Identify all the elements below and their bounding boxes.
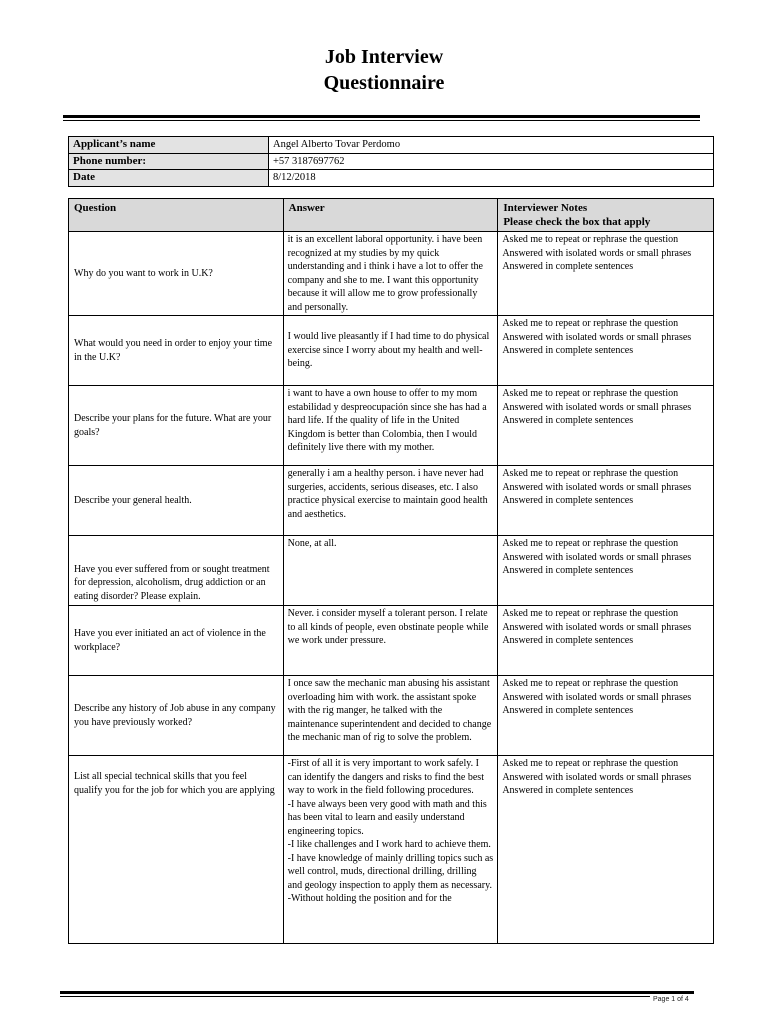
- question-column-header: Question: [69, 199, 284, 232]
- answer-line: -I have knowledge of mainly drilling topics such as well control, muds, directional drilling, drilling and geology inspection to apply them as necessary.: [287, 852, 494, 891]
- notes-cell: [498, 536, 714, 606]
- option-label: Answered in complete sentences: [502, 785, 634, 796]
- notes-cell: [498, 386, 714, 466]
- option-complete: [502, 564, 709, 578]
- option-label: Asked me to repeat or rephrase the question: [502, 538, 679, 549]
- option-label: Asked me to repeat or rephrase the question: [502, 234, 679, 245]
- table-row: [69, 232, 714, 316]
- option-label: Answered in complete sentences: [502, 635, 634, 646]
- question-cell: Describe any history of Job abuse in any company you have previously worked?: [69, 676, 284, 756]
- option-repeat: [502, 233, 709, 247]
- answer-cell: [283, 756, 498, 944]
- footer-rule-thin: [60, 996, 650, 997]
- option-complete: [502, 784, 709, 798]
- option-complete: [502, 260, 709, 274]
- option-isolated: [502, 551, 709, 565]
- option-label: Answered with isolated words or small phrases: [502, 481, 692, 493]
- answer-cell: i want to have a own house to offer to my mom estabilidad y despreocupación since she has had a hard life. If the quality of life in the United Kingdom is better than Colombia, then I would definitely live there with my mother.: [283, 386, 498, 466]
- option-repeat: [502, 677, 709, 691]
- option-isolated: [502, 331, 709, 345]
- option-isolated: [502, 771, 709, 785]
- option-repeat: [502, 757, 709, 771]
- option-label: Asked me to repeat or rephrase the question: [502, 758, 679, 769]
- option-label: Answered with isolated words or small phrases: [502, 621, 692, 633]
- table-row: [69, 466, 714, 536]
- applicant-row-phone: [69, 153, 714, 170]
- questionnaire-table: [68, 198, 714, 944]
- option-label: Answered with isolated words or small phrases: [502, 771, 692, 783]
- option-isolated: [502, 691, 709, 705]
- question-cell: List all special technical skills that you feel qualify you for the job for which you are applying: [69, 756, 284, 944]
- question-cell: Why do you want to work in U.K?: [69, 232, 284, 316]
- answer-cell: I once saw the mechanic man abusing his assistant overloading him with work. the assistant spoke with the rig manger, he talked with the maintenance superintendent and decided to change the mechanic man of rig to solve the problem.: [283, 676, 498, 756]
- option-repeat: [502, 317, 709, 331]
- option-repeat: [502, 607, 709, 621]
- table-row: [69, 606, 714, 676]
- question-cell: Have you ever suffered from or sought treatment for depression, alcoholism, drug addiction or an eating disorder? Please explain.: [69, 536, 284, 606]
- option-label: Asked me to repeat or rephrase the question: [502, 608, 679, 619]
- question-cell: Have you ever initiated an act of violence in the workplace?: [69, 606, 284, 676]
- option-label: Answered in complete sentences: [502, 261, 634, 272]
- option-isolated: [502, 621, 709, 635]
- answer-cell: generally i am a healthy person. i have never had surgeries, accidents, serious diseases, etc. I also practice physical exercise to maintain good health and aesthetics.: [283, 466, 498, 536]
- answer-line: -I have always been very good with math and this has been vital to learn and easily understand engineering topics.: [287, 798, 487, 837]
- title-line-1: Job Interview: [324, 46, 444, 68]
- option-isolated: [502, 401, 709, 415]
- answer-line: -I like challenges and I work hard to achieve them.: [287, 839, 491, 850]
- header-rule-thin: [63, 120, 700, 121]
- answer-line: -First of all it is very important to work safely. I can identify the dangers and risks to find the best way to work in the field following procedures.: [287, 758, 484, 796]
- option-label: Answered with isolated words or small phrases: [502, 401, 692, 413]
- table-row: [69, 676, 714, 756]
- notes-cell: [498, 606, 714, 676]
- phone-value: +57 3187697762: [269, 153, 714, 170]
- option-repeat: [502, 387, 709, 401]
- notes-cell: [498, 316, 714, 386]
- option-label: Answered in complete sentences: [502, 495, 634, 506]
- table-row: [69, 316, 714, 386]
- table-row: [69, 386, 714, 466]
- option-complete: [502, 704, 709, 718]
- document-title: [0, 44, 768, 96]
- notes-cell: [498, 756, 714, 944]
- option-complete: [502, 494, 709, 508]
- answer-column-header: Answer: [283, 199, 498, 232]
- applicant-row-name: [69, 137, 714, 154]
- phone-label: Phone number:: [69, 153, 269, 170]
- option-label: Answered in complete sentences: [502, 565, 634, 576]
- option-label: Answered in complete sentences: [502, 705, 634, 716]
- option-label: Answered in complete sentences: [502, 345, 634, 356]
- option-complete: [502, 344, 709, 358]
- option-complete: [502, 634, 709, 648]
- option-label: Asked me to repeat or rephrase the question: [502, 388, 679, 399]
- date-label: Date: [69, 170, 269, 187]
- answer-cell: None, at all.: [283, 536, 498, 606]
- notes-header-line-1: Interviewer Notes: [503, 202, 588, 214]
- option-isolated: [502, 481, 709, 495]
- notes-header-line-2: Please check the box that apply: [503, 216, 651, 228]
- option-label: Answered with isolated words or small phrases: [502, 331, 692, 343]
- option-label: Asked me to repeat or rephrase the question: [502, 678, 679, 689]
- option-isolated: [502, 247, 709, 261]
- answer-line: -Without holding the position and for the: [287, 893, 452, 904]
- option-complete: [502, 414, 709, 428]
- notes-cell: [498, 466, 714, 536]
- answer-cell: I would live pleasantly if I had time to do physical exercise since I worry about my health and well-being.: [283, 316, 498, 386]
- notes-column-header: [498, 199, 714, 232]
- table-row: [69, 756, 714, 944]
- option-repeat: [502, 537, 709, 551]
- applicant-info-table: [68, 136, 714, 187]
- option-label: Answered with isolated words or small phrases: [502, 247, 692, 259]
- option-label: Asked me to repeat or rephrase the question: [502, 468, 679, 479]
- table-row: [69, 536, 714, 606]
- applicant-name-label: Applicant’s name: [69, 137, 269, 154]
- option-repeat: [502, 467, 709, 481]
- notes-cell: [498, 676, 714, 756]
- table-header-row: [69, 199, 714, 232]
- answer-cell: Never. i consider myself a tolerant person. I relate to all kinds of people, even obstinate people while we work under pressure.: [283, 606, 498, 676]
- option-label: Answered with isolated words or small phrases: [502, 551, 692, 563]
- notes-cell: [498, 232, 714, 316]
- applicant-name-value: Angel Alberto Tovar Perdomo: [269, 137, 714, 154]
- page-number: Page 1 of 4: [653, 996, 689, 1003]
- option-label: Answered with isolated words or small phrases: [502, 691, 692, 703]
- header-rule: [63, 115, 700, 118]
- applicant-row-date: [69, 170, 714, 187]
- title-line-2: Questionnaire: [323, 72, 445, 94]
- answer-cell: it is an excellent laboral opportunity. i have been recognized at my studies by my quick understanding and i think i have a lot to offer the company and she to me. I want this opportunity because it will allow me to grow professionally and personally.: [283, 232, 498, 316]
- option-label: Answered in complete sentences: [502, 415, 634, 426]
- question-cell: Describe your plans for the future. What are your goals?: [69, 386, 284, 466]
- footer-rule: [60, 991, 694, 994]
- date-value: 8/12/2018: [269, 170, 714, 187]
- option-label: Asked me to repeat or rephrase the question: [502, 318, 679, 329]
- question-cell: Describe your general health.: [69, 466, 284, 536]
- question-cell: What would you need in order to enjoy your time in the U.K?: [69, 316, 284, 386]
